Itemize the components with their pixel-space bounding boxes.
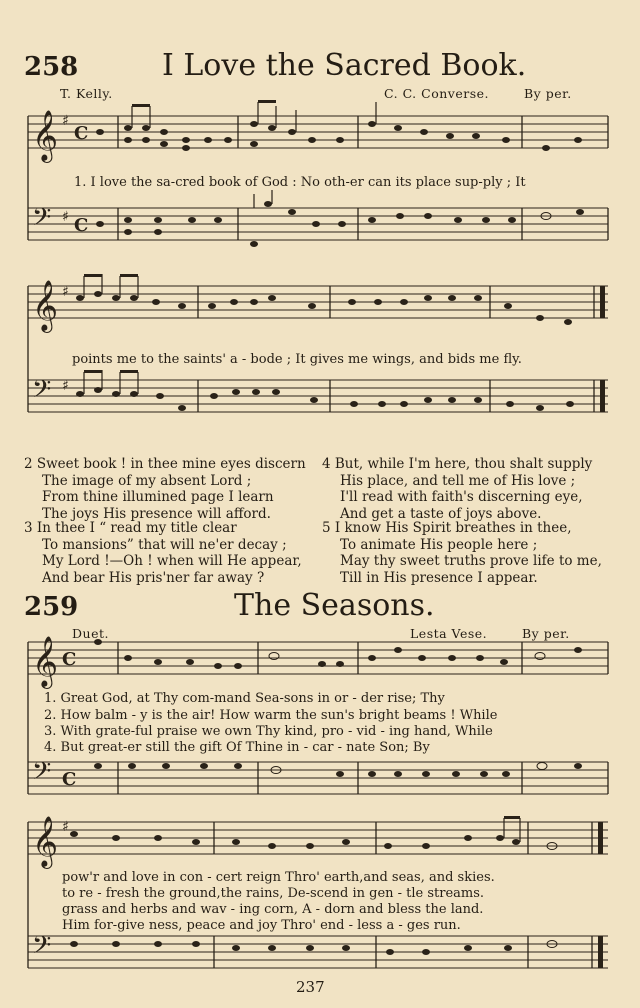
verse-line: The joys His presence will afford. xyxy=(42,505,271,522)
verse-line: I'll read with faith's discerning eye, xyxy=(340,489,583,505)
verse-5 xyxy=(322,520,602,586)
permission-note: By per. xyxy=(524,86,572,101)
composer-credit: Lesta Vese. xyxy=(410,626,488,641)
verse-line: 5 I know His Spirit breathes in thee, xyxy=(322,520,572,536)
verse-line: To mansions” that will ne'er decay ; xyxy=(42,536,287,553)
verse-line: 4 But, while I'm here, thou shalt supply xyxy=(322,456,593,472)
verse-line: And get a taste of joys above. xyxy=(340,505,542,522)
lyric-line: to re - fresh the ground,the rains, De-scend in gen - tle streams. xyxy=(62,886,485,901)
author-credit: T. Kelly. xyxy=(60,86,113,101)
svg-text:♯: ♯ xyxy=(62,819,69,835)
hymn-title: I Love the Sacred Book. xyxy=(162,48,527,83)
hymn-number: 259 xyxy=(24,592,79,622)
svg-text:♯: ♯ xyxy=(62,113,69,129)
duet-marking: Duet. xyxy=(72,626,109,641)
svg-text:𝄢: 𝄢 xyxy=(32,931,52,966)
verse-line: Till in His presence I appear. xyxy=(340,569,538,586)
verse-line: 3 In thee I “ read my title clear xyxy=(24,520,237,536)
verse-line: To animate His people here ; xyxy=(340,536,538,553)
permission-note: By per. xyxy=(522,626,570,641)
lyric-line: grass and herbs and wav - ing corn, A - dorn and bless the land. xyxy=(62,902,484,917)
lyric-line: Him for-give ness, peace and joy Thro' end - less a - ges run. xyxy=(62,918,461,933)
svg-text:𝄞: 𝄞 xyxy=(32,110,59,161)
composer-credit: C. C. Converse. xyxy=(384,86,489,101)
verse-line: And bear His pris'ner far away ? xyxy=(42,569,265,586)
svg-text:𝄞: 𝄞 xyxy=(32,636,59,687)
svg-text:𝄞: 𝄞 xyxy=(32,816,59,867)
hymn-number: 258 xyxy=(24,52,79,82)
lyric-line: 4. But great-er still the gift Of Thine in - car - nate Son; By xyxy=(44,740,430,755)
svg-text:𝄢: 𝄢 xyxy=(32,757,52,792)
lyric-line: 3. With grate-ful praise we own Thy kind, pro - vid - ing hand, While xyxy=(44,724,493,739)
verse-line: My Lord !—Oh ! when will He appear, xyxy=(42,553,302,569)
verse-line: The image of my absent Lord ; xyxy=(42,472,252,489)
staff-lines xyxy=(28,116,608,148)
lyric-line: points me to the saints' a - bode ; It gives me wings, and bids me fly. xyxy=(72,352,522,367)
svg-text:𝄢: 𝄢 xyxy=(32,375,52,410)
verse-line: From thine illumined page I learn xyxy=(42,489,274,505)
verse-3 xyxy=(24,520,302,586)
lyric-line: 2. How balm - y is the air! How warm the sun's bright beams ! While xyxy=(44,708,498,723)
lyric-line: 1. Great God, at Thy com-mand Sea-sons in or - der rise; Thy xyxy=(44,691,445,706)
verse-line: 2 Sweet book ! in thee mine eyes discern xyxy=(24,456,306,472)
svg-text:♯: ♯ xyxy=(62,209,69,225)
verse-4 xyxy=(322,456,592,522)
svg-text:𝄞: 𝄞 xyxy=(32,280,59,331)
svg-text:♯: ♯ xyxy=(62,284,69,300)
hymn-title: The Seasons. xyxy=(234,588,435,623)
svg-text:♯: ♯ xyxy=(62,378,69,394)
verse-line: May thy sweet truths prove life to me, xyxy=(340,553,602,569)
lyric-line: pow'r and love in con - cert reign Thro' earth,and seas, and skies. xyxy=(62,870,495,885)
verse-line: His place, and tell me of His love ; xyxy=(340,472,576,489)
svg-text:C: C xyxy=(74,215,89,236)
lyric-line: 1. I love the sa-cred book of God : No oth-er can its place sup-ply ; It xyxy=(74,175,526,190)
svg-text:C: C xyxy=(62,769,77,790)
svg-text:C: C xyxy=(74,123,89,144)
svg-text:𝄢: 𝄢 xyxy=(32,203,52,238)
page-number: 237 xyxy=(296,978,325,996)
svg-text:C: C xyxy=(62,649,77,670)
verse-2 xyxy=(24,456,306,522)
